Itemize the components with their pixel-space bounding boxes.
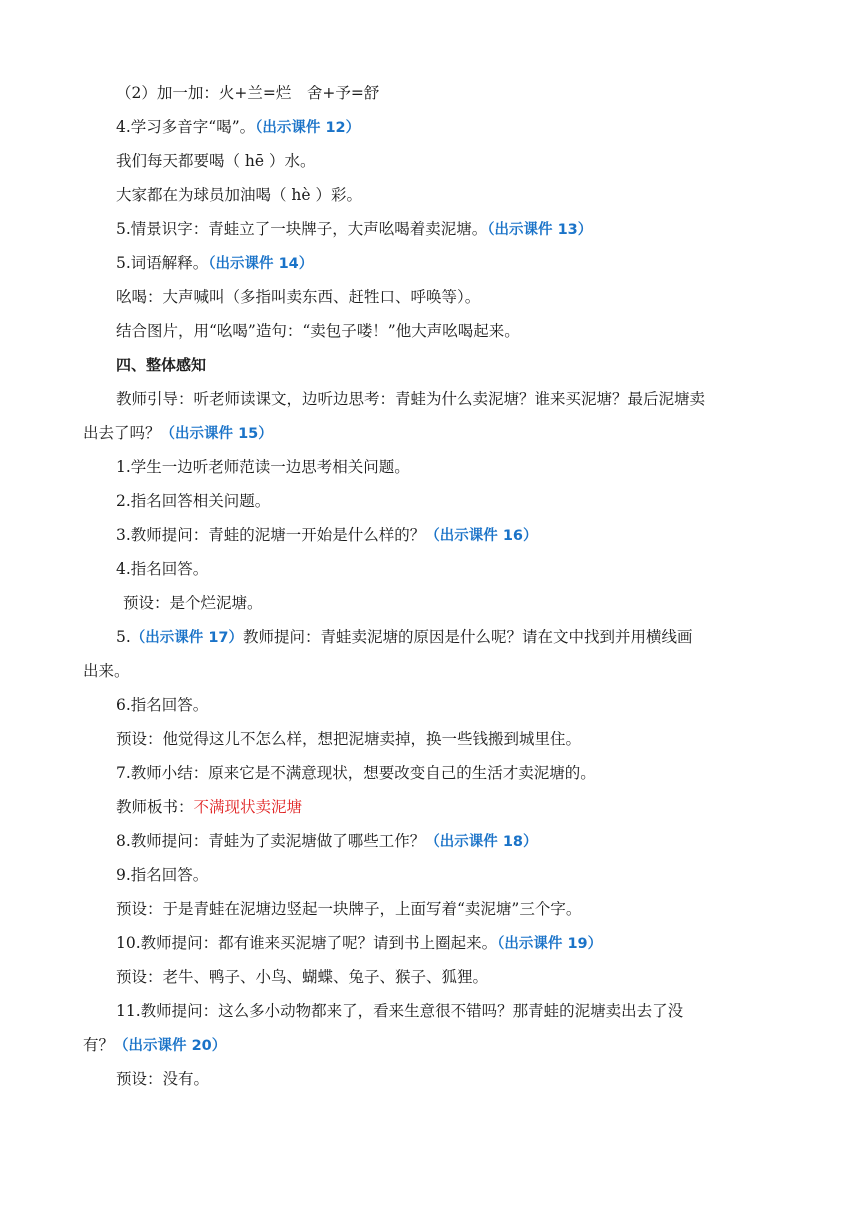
text-line: 6.指名回答。 — [116, 696, 209, 714]
text-line: 预设：老牛、鸭子、小鸟、蝴蝶、兔子、猴子、狐狸。 — [116, 968, 489, 986]
text-line: 8.教师提问：青蛙为了卖泥塘做了哪些工作？（出示课件 18） — [116, 832, 538, 850]
text-line: 3.教师提问：青蛙的泥塘一开始是什么样的？（出示课件 16） — [116, 526, 538, 544]
text-line: 1.学生一边听老师范读一边思考相关问题。 — [116, 458, 410, 476]
text-line: 吆喝：大声喊叫（多指叫卖东西、赶牲口、呼唤等）。 — [116, 288, 481, 306]
text-line: 5.（出示课件 17）教师提问：青蛙卖泥塘的原因是什么呢？请在文中找到并用横线画 — [116, 628, 693, 646]
board-writing: 不满现状卖泥塘 — [193, 798, 303, 816]
text-line: 大家都在为球员加油喝（ hè ）彩。 — [116, 186, 363, 204]
text-line: 2.指名回答相关问题。 — [116, 492, 271, 510]
courseware-ref: （出示课件 19） — [497, 936, 603, 952]
courseware-ref: （出示课件 13） — [487, 222, 593, 238]
text-line: 教师板书：不满现状卖泥塘 — [116, 798, 303, 816]
courseware-ref: （出示课件 16） — [425, 528, 538, 544]
text-line: 结合图片，用“吆喝”造句：“卖包子喽！”他大声吆喝起来。 — [116, 322, 520, 340]
courseware-ref: （出示课件 20） — [114, 1038, 227, 1054]
text-line: 预设：是个烂泥塘。 — [123, 594, 263, 612]
courseware-ref: （出示课件 14） — [208, 256, 314, 272]
text-line: 4.指名回答。 — [116, 560, 209, 578]
text-line: 出来。 — [83, 662, 130, 680]
text-line: （2）加一加：火+兰=烂 舍+予=舒 — [116, 84, 380, 102]
text-line: 有？（出示课件 20） — [83, 1036, 227, 1054]
text-line: 10.教师提问：都有谁来买泥塘了呢？请到书上圈起来。（出示课件 19） — [116, 934, 603, 952]
courseware-ref: （出示课件 17） — [130, 630, 244, 646]
courseware-ref: （出示课件 18） — [425, 834, 538, 850]
section-heading: 四、整体感知 — [116, 356, 207, 374]
text-line: 教师引导：听老师读课文，边听边思考：青蛙为什么卖泥塘？谁来买泥塘？最后泥塘卖 — [116, 390, 706, 408]
courseware-ref: （出示课件 15） — [160, 426, 273, 442]
text-line: 出去了吗？（出示课件 15） — [83, 424, 273, 442]
text-line: 预设：于是青蛙在泥塘边竖起一块牌子，上面写着“卖泥塘”三个字。 — [116, 900, 582, 918]
text-line: 11.教师提问：这么多小动物都来了，看来生意很不错吗？那青蛙的泥塘卖出去了没 — [116, 1002, 684, 1020]
text-line: 预设：他觉得这儿不怎么样，想把泥塘卖掉，换一些钱搬到城里住。 — [116, 730, 582, 748]
courseware-ref: （出示课件 12） — [255, 120, 361, 136]
text-line: 7.教师小结：原来它是不满意现状，想要改变自己的生活才卖泥塘的。 — [116, 764, 596, 782]
text-line: 9.指名回答。 — [116, 866, 209, 884]
text-line: 5.情景识字：青蛙立了一块牌子，大声吆喝着卖泥塘。（出示课件 13） — [116, 220, 593, 238]
text-line: 5.词语解释。（出示课件 14） — [116, 254, 314, 272]
text-line: 4.学习多音字“喝”。（出示课件 12） — [116, 118, 361, 136]
text-line: 预设：没有。 — [116, 1070, 210, 1088]
text-line: 我们每天都要喝（ hē ）水。 — [116, 152, 316, 170]
